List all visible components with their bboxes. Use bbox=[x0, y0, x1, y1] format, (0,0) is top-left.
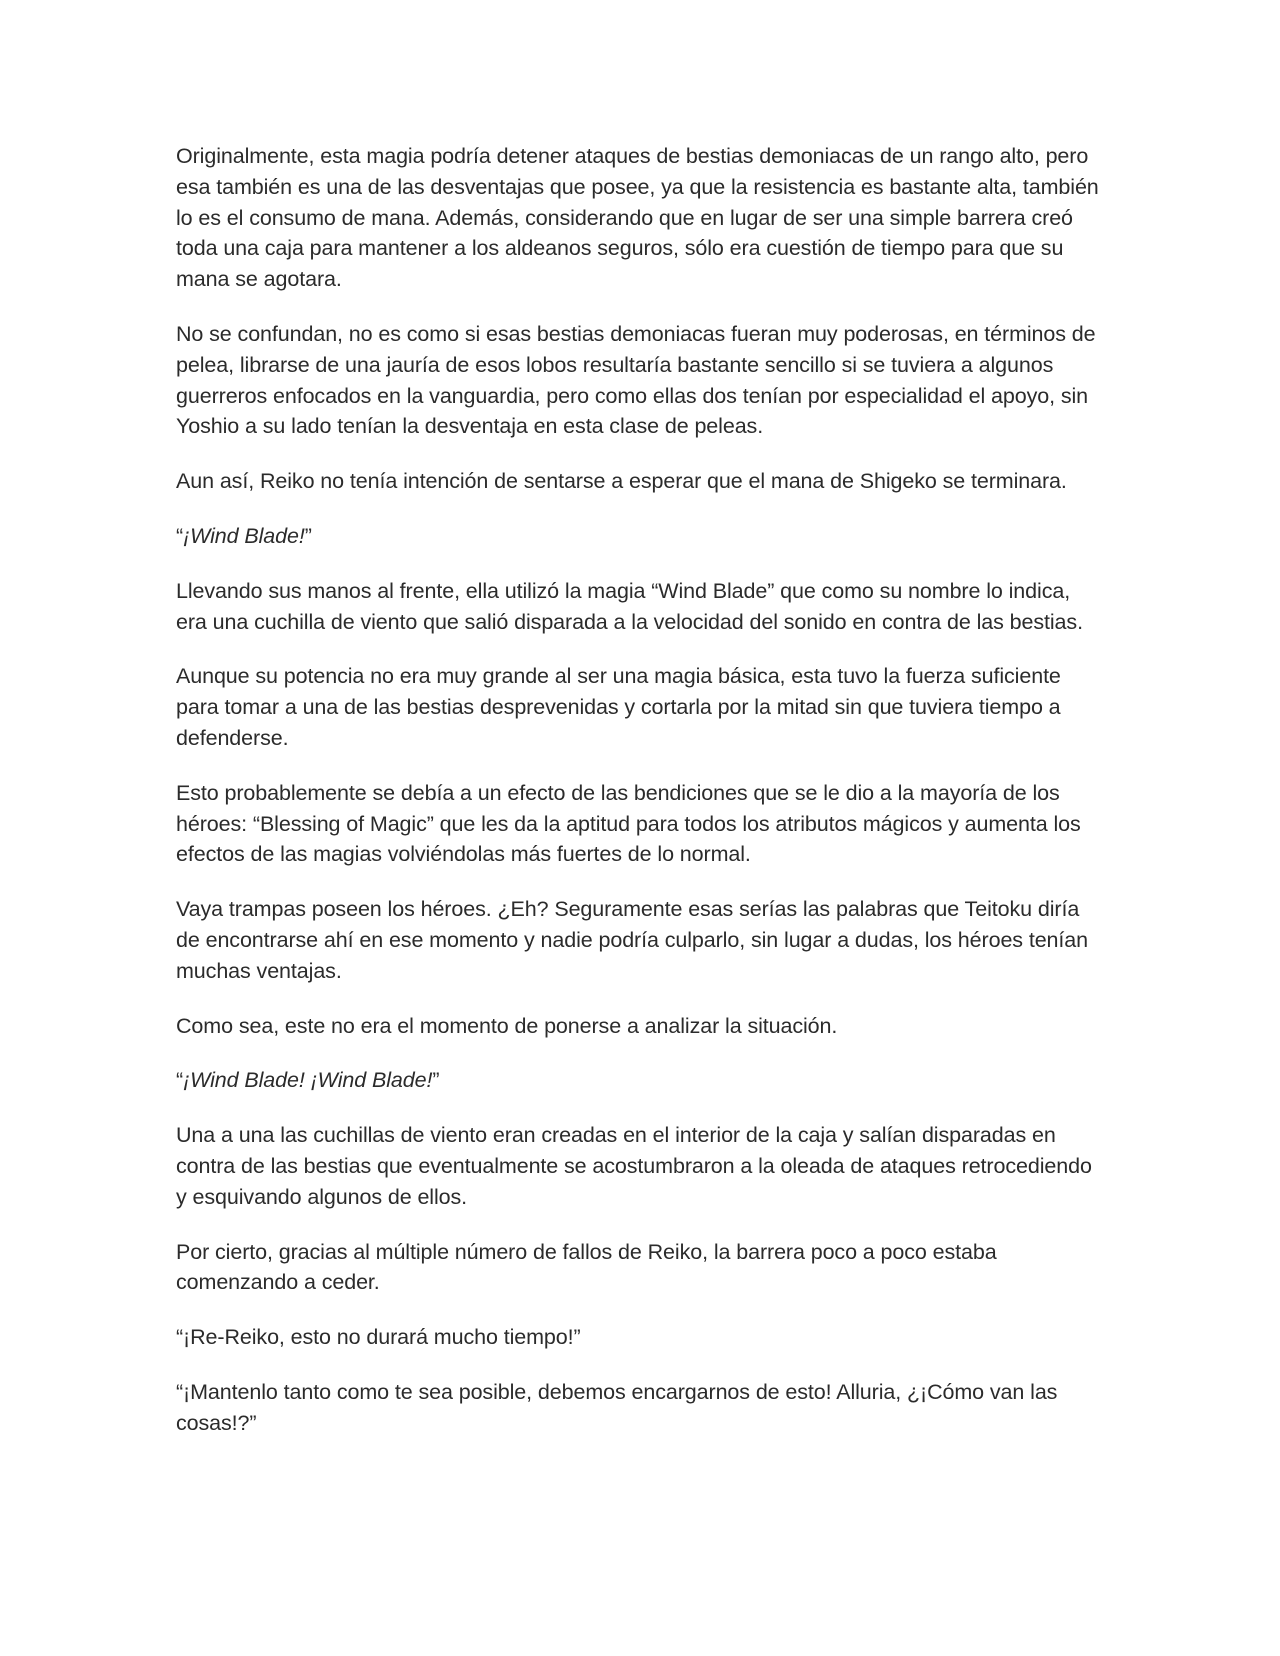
paragraph-5: Llevando sus manos al frente, ella utilizó la magia “Wind Blade” que como su nombre lo indica, era una cuchilla de viento que salió disparada a la velocidad del sonido en contra de las bestias. bbox=[176, 578, 1083, 634]
document-page bbox=[176, 141, 1106, 1463]
paragraph-7: Esto probablemente se debía a un efecto de las bendiciones que se le dio a la mayoría de los héroes: “Blessing of Magic” que les da la aptitud para todos los atributos mágicos y aumenta los efectos de las magias volviéndolas más fuertes de lo normal. bbox=[176, 780, 1081, 867]
close-quote: ” bbox=[432, 1068, 440, 1093]
paragraph-14: “¡Mantenlo tanto como te sea posible, debemos encargarnos de esto! Alluria, ¿¡Cómo van las cosas!?” bbox=[176, 1379, 1058, 1435]
paragraph-11: Una a una las cuchillas de viento eran creadas en el interior de la caja y salían disparadas en contra de las bestias que eventualmente se acostumbraron a la oleada de ataques retrocediendo y esquivando algunos de ellos. bbox=[176, 1123, 1092, 1209]
open-quote: “ bbox=[176, 1068, 184, 1093]
paragraph-9: Como sea, este no era el momento de ponerse a analizar la situación. bbox=[176, 1013, 838, 1038]
close-quote: ” bbox=[304, 523, 312, 548]
paragraph-2: No se confundan, no es como si esas bestias demoniacas fueran muy poderosas, en términos de pelea, librarse de una jauría de esos lobos resultaría bastante sencillo si se tuviera a algunos guerreros enfocados en la vanguardia, pero como ellas dos tenían por especialidad el apoyo, sin Yoshio a su lado tenían la desventaja en esta clase de peleas. bbox=[176, 321, 1096, 439]
paragraph-13: “¡Re-Reiko, esto no durará mucho tiempo!” bbox=[176, 1325, 581, 1350]
dialogue-wind-blade-double bbox=[176, 1065, 1106, 1096]
dialogue-wind-blade bbox=[176, 521, 1106, 552]
paragraph-1: Originalmente, esta magia podría detener ataques de bestias demoniacas de un rango alto, pero esa también es una de las desventajas que posee, ya que la resistencia es bastante alta, también lo es el consumo de mana. Además, considerando que en lugar de ser una simple barrera creó toda una caja para mantener a los aldeanos seguros, sólo era cuestión de tiempo para que su mana se agotara. bbox=[176, 144, 1099, 292]
paragraph-3: Aun así, Reiko no tenía intención de sentarse a esperar que el mana de Shigeko se terminara. bbox=[176, 469, 1067, 494]
paragraph-8: Vaya trampas poseen los héroes. ¿Eh? Seguramente esas serías las palabras que Teitoku diría de encontrarse ahí en ese momento y nadie podría culparlo, sin lugar a dudas, los héroes tenían muchas ventajas. bbox=[176, 897, 1088, 983]
open-quote: “ bbox=[176, 523, 184, 548]
paragraph-6: Aunque su potencia no era muy grande al ser una magia básica, esta tuvo la fuerza suficiente para tomar a una de las bestias desprevenidas y cortarla por la mitad sin que tuviera tiempo a defenderse. bbox=[176, 664, 1061, 750]
italic-dialogue: ¡Wind Blade! ¡Wind Blade! bbox=[183, 1068, 433, 1093]
italic-dialogue: ¡Wind Blade! bbox=[183, 523, 305, 548]
paragraph-12: Por cierto, gracias al múltiple número de fallos de Reiko, la barrera poco a poco estaba comenzando a ceder. bbox=[176, 1239, 997, 1295]
